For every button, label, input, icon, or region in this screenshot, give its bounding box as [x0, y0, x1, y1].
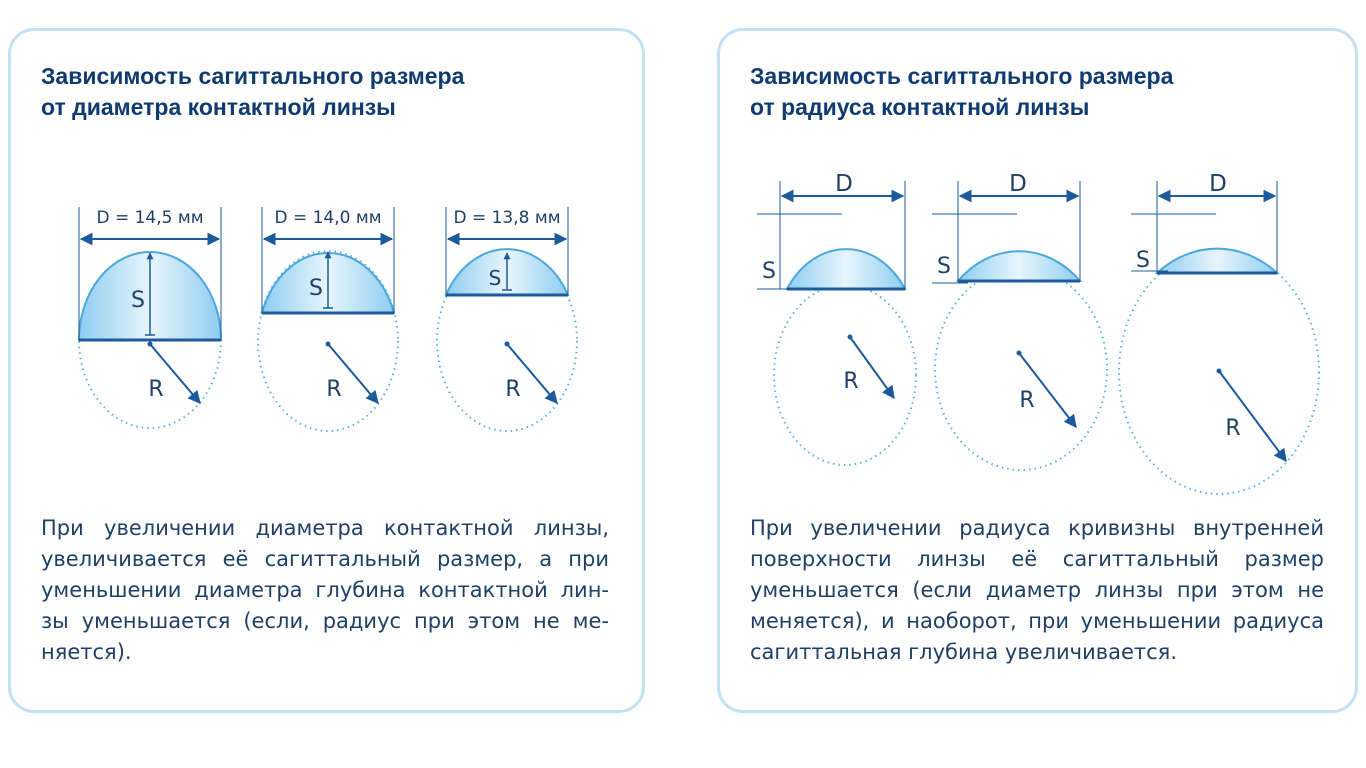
lens-diagram	[757, 171, 916, 465]
description-line: увеличивается её сагиттальный размер, а при	[41, 547, 609, 571]
description-line: уменьшается (если диаметр линзы при этом не	[750, 578, 1324, 602]
lens-cap	[1157, 249, 1277, 273]
sagitta-label: S	[488, 266, 502, 290]
sagitta-label: S	[131, 288, 145, 313]
lens-radius-diagram	[720, 31, 1361, 511]
diameter-label: D = 13,8 мм	[453, 208, 561, 228]
radius-label: R	[1019, 388, 1035, 413]
description-line: При увеличении радиуса кривизны внутренней	[750, 516, 1324, 540]
lens-diagram	[932, 171, 1107, 470]
sagitta-label: S	[309, 276, 323, 301]
lens-diagram	[1119, 171, 1319, 494]
lens-diameter-diagram	[11, 31, 648, 501]
description-line: сагиттальная глубина увеличивается.	[750, 640, 1177, 664]
description-line: При увеличении диаметра контактной линзы,	[41, 516, 609, 540]
description-line: меняется), и наоборот, при уменьшении радиуса	[750, 609, 1324, 633]
diameter-label: D	[1209, 171, 1227, 197]
lens-diagram	[79, 207, 221, 428]
description-line: уменьшении диаметра глубина контактной лин-	[41, 578, 609, 602]
radius-label: R	[1225, 416, 1241, 441]
lens-diagram	[437, 207, 577, 431]
diameter-label: D	[835, 171, 853, 197]
lens-sphere-outline	[935, 268, 1107, 470]
description-line: зы уменьшается (если, радиус при этом не ме-	[41, 609, 609, 633]
card-radius-dependence	[717, 28, 1358, 713]
radius-label: R	[326, 377, 342, 402]
title-line: Зависимость сагиттального размера	[41, 63, 465, 89]
description-line: няется).	[41, 640, 132, 664]
description-line: поверхности линзы её сагиттальный размер	[750, 547, 1324, 571]
card-diameter-dependence	[8, 28, 645, 713]
diameter-label: D = 14,5 мм	[96, 208, 204, 228]
title-line: от радиуса контактной линзы	[750, 94, 1090, 120]
sagitta-label: S	[762, 259, 776, 284]
lens-diagram	[258, 207, 398, 431]
diameter-label: D	[1009, 171, 1027, 197]
card-description	[750, 513, 1324, 668]
diameter-label: D = 14,0 мм	[274, 208, 382, 228]
sagitta-label: S	[1136, 248, 1150, 273]
radius-label: R	[505, 377, 521, 402]
lens-cap	[787, 249, 905, 289]
sagitta-label: S	[937, 254, 951, 279]
title-line: от диаметра контактной линзы	[41, 94, 396, 120]
lens-cap	[958, 251, 1080, 281]
radius-label: R	[148, 377, 164, 402]
radius-label: R	[843, 369, 859, 394]
title-line: Зависимость сагиттального размера	[750, 63, 1174, 89]
card-description	[41, 513, 609, 668]
